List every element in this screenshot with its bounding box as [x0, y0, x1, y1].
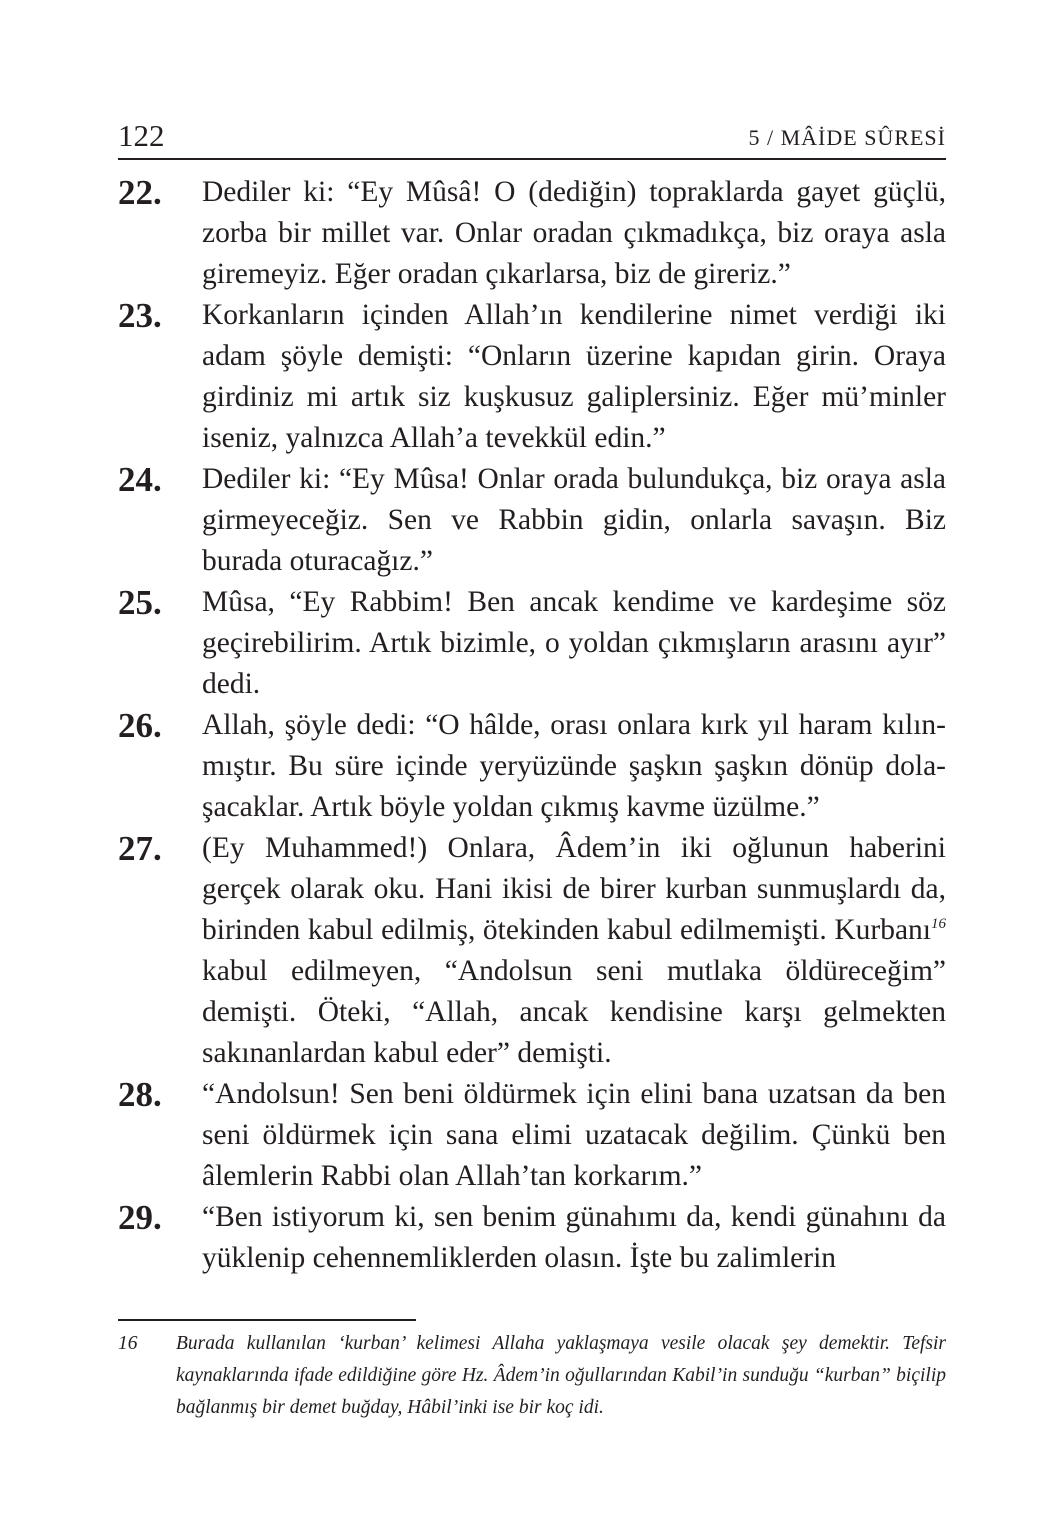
verse-22 [118, 172, 946, 295]
footnote-text: Burada kullanılan ‘kurban’ kelimesi Allaha yaklaşmaya vesile olacak şey demektir. Tefsir kaynaklarında ifade edildiğine göre Hz. Âdem’in oğullarından Kabil’in sunduğu “kurban” biçilip bağlanmış bir demet buğday, Hâbil’inki ise bir koç idi. [176, 1333, 946, 1418]
verse-text: Dediler ki: “Ey Mûsa! Onlar orada bulundukça, biz oraya asla girmeyeceğiz. Sen ve Rabbin gidin, onlarla savaşın. Biz burada oturacağız.” [202, 463, 946, 577]
verse-text-before-footnote: (Ey Muhammed!) Onlara, Âdem’in iki oğlunun haberini gerçek olarak oku. Hani ikisi de birer kurban sunmuşlardı da, birinden kabul edilmiş, ötekinden kabul edilmemişti. Kurbanı [202, 832, 946, 946]
verse-number: 26. [118, 706, 162, 745]
verse-27 [118, 828, 946, 1074]
verse-text: Allah, şöyle dedi: “O hâlde, orası onlara kırk yıl haram kılınmıştır. Bu süre içinde yeryüzünde şaşkın şaşkın dönüp dolaşacaklar. Artık böyle yoldan çıkmış kavme üzülme.” [202, 709, 946, 823]
verse-number: 27. [118, 829, 162, 868]
verse-text: Korkanların içinden Allah’ın kendilerine nimet verdiği iki adam şöyle demişti: “Onların üzerine kapıdan girin. Oraya girdiniz mi artık siz kuşkusuz galiplersiniz. Eğer mü’minler iseniz, yalnızca Allah’a tevekkül edin.” [202, 299, 946, 454]
verse-23 [118, 295, 946, 459]
page-number: 122 [118, 118, 165, 153]
verse-number: 22. [118, 173, 162, 212]
verse-number: 29. [118, 1198, 162, 1237]
verse-number: 28. [118, 1075, 162, 1114]
verse-24 [118, 459, 946, 582]
verse-text-after-footnote: kabul edilmeyen, “Andolsun seni mutlaka öldüreceğim” demişti. Öteki, “Allah, ancak kendisine karşı gelmekten sakınanlardan kabul eder” demişti. [202, 955, 946, 1069]
verse-list [118, 172, 946, 1279]
footnote-reference[interactable]: 16 [931, 916, 946, 933]
footnote-section [118, 1328, 946, 1424]
verse-number: 25. [118, 583, 162, 622]
verse-number: 23. [118, 296, 162, 335]
verse-text: Dediler ki: “Ey Mûsâ! O (dediğin) topraklarda gayet güçlü, zorba bir millet var. Onlar oradan çıkmadıkça, biz oraya asla giremeyiz. Eğer oradan çıkarlarsa, biz de gireriz.” [202, 176, 946, 290]
verse-26 [118, 705, 946, 828]
footnote-16 [118, 1328, 946, 1424]
verse-28 [118, 1074, 946, 1197]
footnote-divider [118, 1319, 416, 1321]
footnote-number: 16 [118, 1333, 138, 1354]
verse-29 [118, 1197, 946, 1279]
running-title: 5 / MÂİDE SÛRESİ [748, 125, 946, 150]
page-header [118, 118, 946, 160]
verse-text: “Ben istiyorum ki, sen benim günahımı da, kendi günahını da yüklenip cehennemliklerden olasın. İşte bu zalimlerin [202, 1201, 946, 1274]
verse-text: Mûsa, “Ey Rabbim! Ben ancak kendime ve kardeşime söz geçirebilirim. Artık bizimle, o yoldan çıkmışların arasını ayır” dedi. [202, 586, 946, 700]
verse-text [202, 828, 946, 1074]
verse-25 [118, 582, 946, 705]
verse-text: “Andolsun! Sen beni öldürmek için elini bana uzatsan da ben seni öldürmek için sana elimi uzatacak değilim. Çünkü ben âlemlerin Rabbi olan Allah’tan korkarım.” [202, 1078, 946, 1192]
verse-number: 24. [118, 460, 162, 499]
